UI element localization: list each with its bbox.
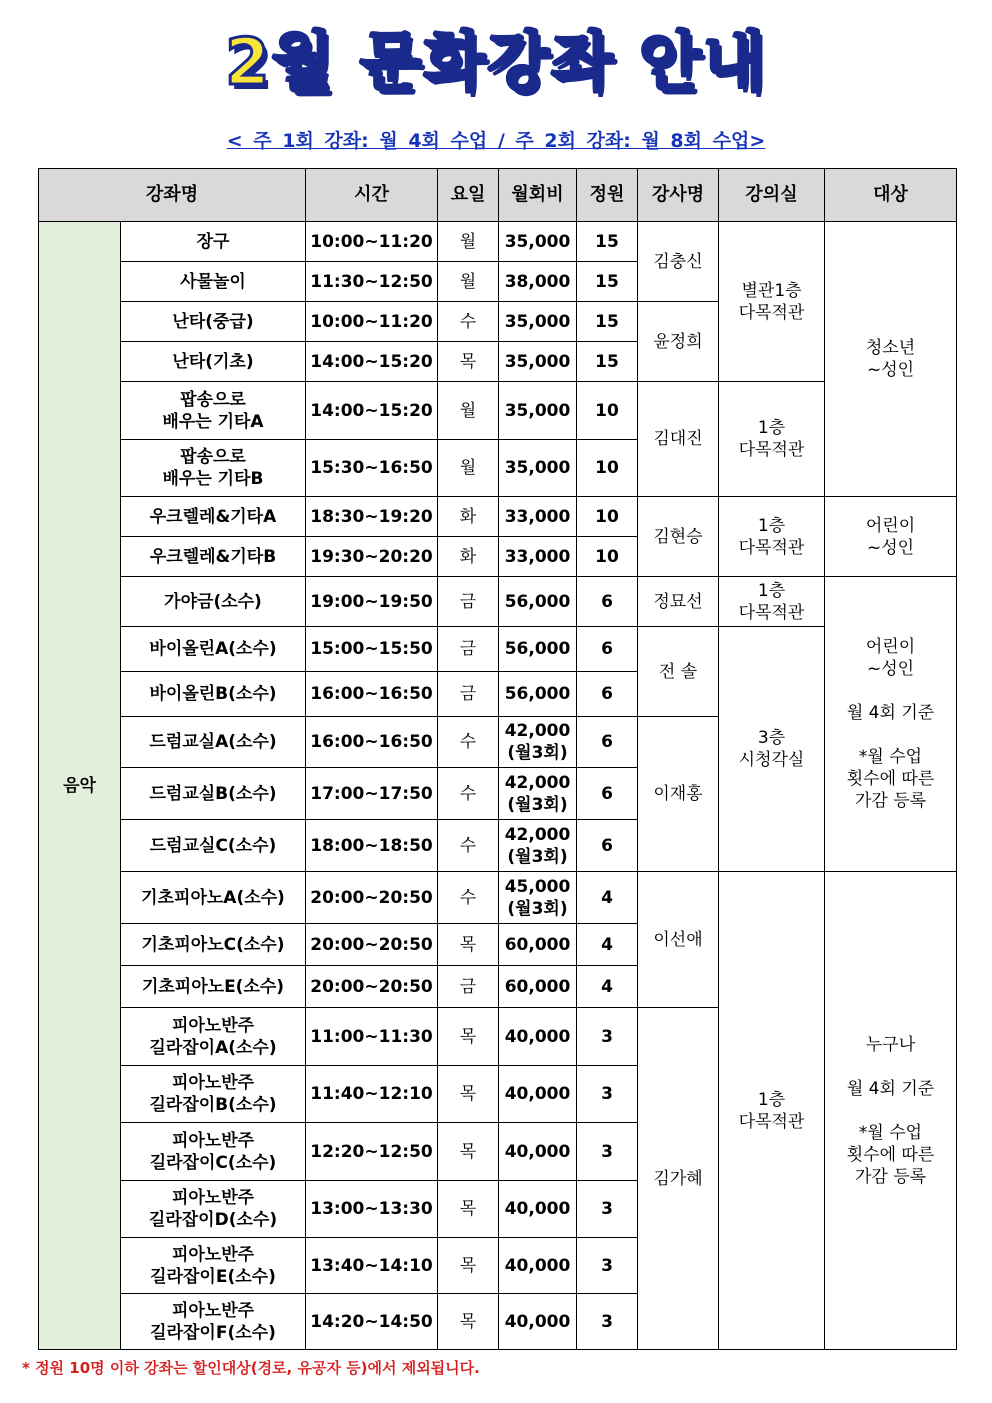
course-fee: 42,000 (월3회): [499, 717, 577, 768]
schedule-table: [38, 168, 957, 1350]
course-name: 바이올린A(소수): [121, 627, 306, 672]
course-time: 20:00~20:50: [306, 924, 438, 966]
course-fee: 56,000: [499, 627, 577, 672]
table-row: [39, 497, 957, 537]
course-day: 월: [438, 222, 499, 262]
course-capacity: 4: [577, 924, 638, 966]
course-fee: 56,000: [499, 672, 577, 717]
header-course: 강좌명: [39, 169, 306, 222]
course-name: 드럼교실A(소수): [121, 717, 306, 768]
table-row: [39, 577, 957, 627]
course-day: 월: [438, 262, 499, 302]
course-name: 난타(기초): [121, 342, 306, 382]
course-day: 목: [438, 924, 499, 966]
category-cell: 음악: [39, 222, 121, 1350]
course-fee: 45,000 (월3회): [499, 872, 577, 924]
course-name: 기초피아노C(소수): [121, 924, 306, 966]
course-capacity: 3: [577, 1238, 638, 1294]
target-cell: 어린이 ~성인: [825, 497, 957, 577]
course-capacity: 6: [577, 717, 638, 768]
course-time: 20:00~20:50: [306, 966, 438, 1008]
table-row: [39, 382, 957, 440]
course-time: 14:00~15:20: [306, 342, 438, 382]
course-name: 피아노반주 길라잡이C(소수): [121, 1123, 306, 1181]
room-cell: 1층 다목적관: [719, 497, 825, 577]
course-capacity: 15: [577, 302, 638, 342]
course-time: 17:00~17:50: [306, 768, 438, 820]
instructor-cell: 이재홍: [638, 717, 719, 872]
course-day: 금: [438, 577, 499, 627]
course-fee: 35,000: [499, 382, 577, 440]
header-instructor: 강사명: [638, 169, 719, 222]
footnote: * 정원 10명 이하 강좌는 할인대상(경로, 유공자 등)에서 제외됩니다.: [22, 1359, 480, 1377]
course-day: 월: [438, 382, 499, 440]
course-capacity: 15: [577, 262, 638, 302]
course-day: 목: [438, 1066, 499, 1123]
subtitle: < 주 1회 강좌: 월 4회 수업 / 주 2회 강좌: 월 8회 수업>: [226, 130, 766, 152]
course-fee: 40,000: [499, 1294, 577, 1350]
table-row: [39, 627, 957, 672]
header-fee: 월회비: [499, 169, 577, 222]
header-capacity: 정원: [577, 169, 638, 222]
course-day: 목: [438, 1294, 499, 1350]
course-name: 사물놀이: [121, 262, 306, 302]
course-day: 목: [438, 1181, 499, 1238]
course-day: 목: [438, 342, 499, 382]
instructor-cell: 전 솔: [638, 627, 719, 717]
course-time: 18:00~18:50: [306, 820, 438, 872]
course-fee: 40,000: [499, 1181, 577, 1238]
instructor-cell: 김충신: [638, 222, 719, 302]
course-time: 15:30~16:50: [306, 440, 438, 497]
course-capacity: 3: [577, 1123, 638, 1181]
course-name: 팝송으로 배우는 기타B: [121, 440, 306, 497]
course-time: 13:40~14:10: [306, 1238, 438, 1294]
course-name: 우크렐레&기타A: [121, 497, 306, 537]
course-capacity: 15: [577, 342, 638, 382]
course-capacity: 3: [577, 1066, 638, 1123]
course-time: 19:00~19:50: [306, 577, 438, 627]
course-fee: 38,000: [499, 262, 577, 302]
instructor-cell: 정묘선: [638, 577, 719, 627]
course-capacity: 10: [577, 440, 638, 497]
header-room: 강의실: [719, 169, 825, 222]
page-title: [0, 18, 992, 108]
course-day: 목: [438, 1123, 499, 1181]
course-capacity: 4: [577, 872, 638, 924]
course-capacity: 10: [577, 382, 638, 440]
course-time: 11:40~12:10: [306, 1066, 438, 1123]
course-name: 우크렐레&기타B: [121, 537, 306, 577]
course-time: 10:00~11:20: [306, 222, 438, 262]
course-time: 19:30~20:20: [306, 537, 438, 577]
course-day: 수: [438, 872, 499, 924]
course-fee: 35,000: [499, 440, 577, 497]
course-capacity: 6: [577, 577, 638, 627]
course-fee: 60,000: [499, 966, 577, 1008]
course-day: 금: [438, 966, 499, 1008]
room-cell: 1층 다목적관: [719, 382, 825, 497]
course-day: 화: [438, 537, 499, 577]
room-cell: 1층 다목적관: [719, 577, 825, 627]
course-name: 난타(중급): [121, 302, 306, 342]
course-name: 드럼교실C(소수): [121, 820, 306, 872]
course-capacity: 10: [577, 537, 638, 577]
course-fee: 33,000: [499, 497, 577, 537]
course-capacity: 3: [577, 1008, 638, 1066]
course-fee: 40,000: [499, 1123, 577, 1181]
course-time: 11:30~12:50: [306, 262, 438, 302]
course-day: 금: [438, 672, 499, 717]
course-time: 16:00~16:50: [306, 672, 438, 717]
header-time: 시간: [306, 169, 438, 222]
course-capacity: 6: [577, 768, 638, 820]
course-name: 피아노반주 길라잡이A(소수): [121, 1008, 306, 1066]
course-day: 목: [438, 1238, 499, 1294]
course-day: 화: [438, 497, 499, 537]
course-time: 20:00~20:50: [306, 872, 438, 924]
course-day: 월: [438, 440, 499, 497]
course-name: 피아노반주 길라잡이B(소수): [121, 1066, 306, 1123]
course-fee: 40,000: [499, 1008, 577, 1066]
instructor-cell: 윤정희: [638, 302, 719, 382]
course-capacity: 6: [577, 672, 638, 717]
course-time: 13:00~13:30: [306, 1181, 438, 1238]
course-name: 장구: [121, 222, 306, 262]
course-name: 피아노반주 길라잡이E(소수): [121, 1238, 306, 1294]
table-row: [39, 222, 957, 262]
course-fee: 35,000: [499, 342, 577, 382]
instructor-cell: 김현승: [638, 497, 719, 577]
course-day: 수: [438, 768, 499, 820]
course-time: 10:00~11:20: [306, 302, 438, 342]
course-time: 14:00~15:20: [306, 382, 438, 440]
header-target: 대상: [825, 169, 957, 222]
course-time: 12:20~12:50: [306, 1123, 438, 1181]
course-time: 18:30~19:20: [306, 497, 438, 537]
course-time: 14:20~14:50: [306, 1294, 438, 1350]
course-capacity: 4: [577, 966, 638, 1008]
course-fee: 42,000 (월3회): [499, 768, 577, 820]
course-day: 수: [438, 717, 499, 768]
course-capacity: 6: [577, 627, 638, 672]
course-name: 피아노반주 길라잡이F(소수): [121, 1294, 306, 1350]
course-name: 드럼교실B(소수): [121, 768, 306, 820]
course-name: 피아노반주 길라잡이D(소수): [121, 1181, 306, 1238]
course-capacity: 3: [577, 1181, 638, 1238]
course-fee: 40,000: [499, 1066, 577, 1123]
header-row: [39, 169, 957, 222]
course-time: 11:00~11:30: [306, 1008, 438, 1066]
target-cell: 누구나 월 4회 기준 *월 수업 횟수에 따른 가감 등록: [825, 872, 957, 1350]
course-capacity: 15: [577, 222, 638, 262]
course-fee: 35,000: [499, 302, 577, 342]
course-name: 기초피아노E(소수): [121, 966, 306, 1008]
title-month: 2월: [225, 26, 336, 100]
room-cell: 1층 다목적관: [719, 872, 825, 1350]
course-day: 금: [438, 627, 499, 672]
title-main: 문화강좌 안내: [359, 26, 767, 100]
course-fee: 60,000: [499, 924, 577, 966]
course-fee: 40,000: [499, 1238, 577, 1294]
instructor-cell: 김대진: [638, 382, 719, 497]
course-name: 기초피아노A(소수): [121, 872, 306, 924]
course-name: 팝송으로 배우는 기타A: [121, 382, 306, 440]
course-time: 15:00~15:50: [306, 627, 438, 672]
course-day: 수: [438, 820, 499, 872]
course-time: 16:00~16:50: [306, 717, 438, 768]
header-day: 요일: [438, 169, 499, 222]
instructor-cell: 김가혜: [638, 1008, 719, 1350]
room-cell: 3층 시청각실: [719, 627, 825, 872]
course-capacity: 10: [577, 497, 638, 537]
course-fee: 33,000: [499, 537, 577, 577]
course-fee: 35,000: [499, 222, 577, 262]
room-cell: 별관1층 다목적관: [719, 222, 825, 382]
course-day: 목: [438, 1008, 499, 1066]
instructor-cell: 이선애: [638, 872, 719, 1008]
course-fee: 42,000 (월3회): [499, 820, 577, 872]
course-capacity: 3: [577, 1294, 638, 1350]
course-capacity: 6: [577, 820, 638, 872]
course-fee: 56,000: [499, 577, 577, 627]
course-name: 바이올린B(소수): [121, 672, 306, 717]
target-cell: 어린이 ~성인 월 4회 기준 *월 수업 횟수에 따른 가감 등록: [825, 577, 957, 872]
course-name: 가야금(소수): [121, 577, 306, 627]
table-row: [39, 872, 957, 924]
course-day: 수: [438, 302, 499, 342]
target-cell: 청소년 ~성인: [825, 222, 957, 497]
